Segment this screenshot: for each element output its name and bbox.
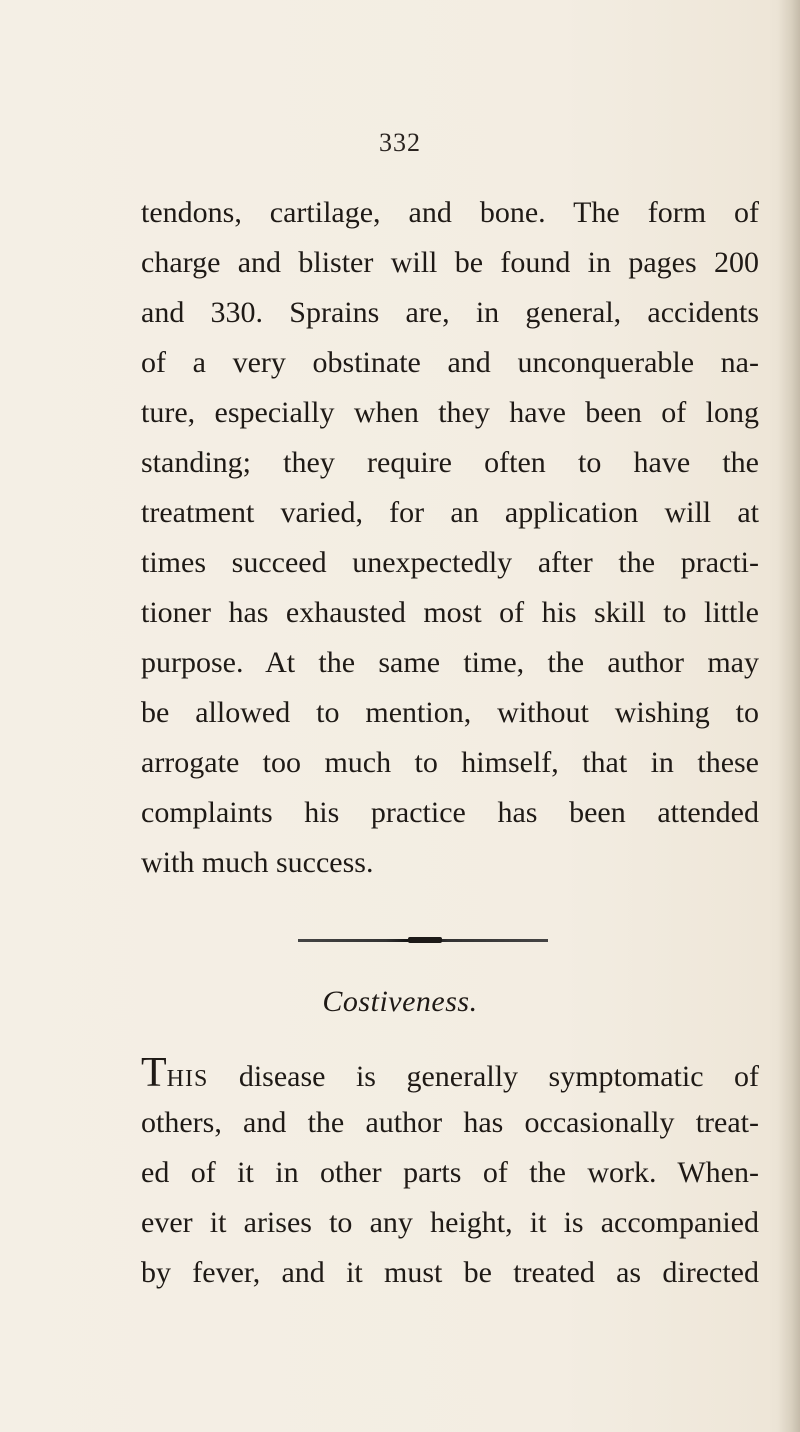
text-line: ture, especially when they have been of long (141, 396, 759, 429)
text-line: treatment varied, for an application will at (141, 496, 759, 529)
text-line: tendons, cartilage, and bone. The form of (141, 196, 759, 229)
text-line: and 330. Sprains are, in general, accidents (141, 296, 759, 329)
page-number: 332 (379, 128, 421, 157)
text-line: ever it arises to any height, it is accompanied (141, 1206, 759, 1239)
paragraph-costiveness (141, 1048, 759, 1298)
section-divider-center (408, 937, 442, 943)
drop-cap: T (141, 1050, 167, 1096)
text-line: standing; they require often to have the (141, 446, 759, 479)
text-line: tioner has exhausted most of his skill to little (141, 596, 759, 629)
text-line: charge and blister will be found in pages 200 (141, 246, 759, 279)
text-line: times succeed unexpectedly after the practi- (141, 546, 759, 579)
text-line: by fever, and it must be treated as directed (141, 1256, 759, 1289)
paragraph-sprains (141, 188, 759, 888)
text-line: ed of it in other parts of the work. When- (141, 1156, 759, 1189)
text-line: be allowed to mention, without wishing to (141, 696, 759, 729)
page-edge-shadow (778, 0, 800, 1432)
small-caps-word: HIS (166, 1066, 209, 1092)
text-line: with much success. (141, 846, 374, 879)
text-line-first (141, 1048, 759, 1098)
text-line: others, and the author has occasionally treat- (141, 1106, 759, 1139)
text-line: arrogate too much to himself, that in these (141, 746, 759, 779)
text-line: of a very obstinate and unconquerable na- (141, 346, 759, 379)
section-heading: Costiveness. (322, 985, 478, 1018)
text-line: purpose. At the same time, the author may (141, 646, 759, 679)
text-line: complaints his practice has been attended (141, 796, 759, 829)
first-line-text: disease is generally symptomatic of (208, 1060, 759, 1093)
